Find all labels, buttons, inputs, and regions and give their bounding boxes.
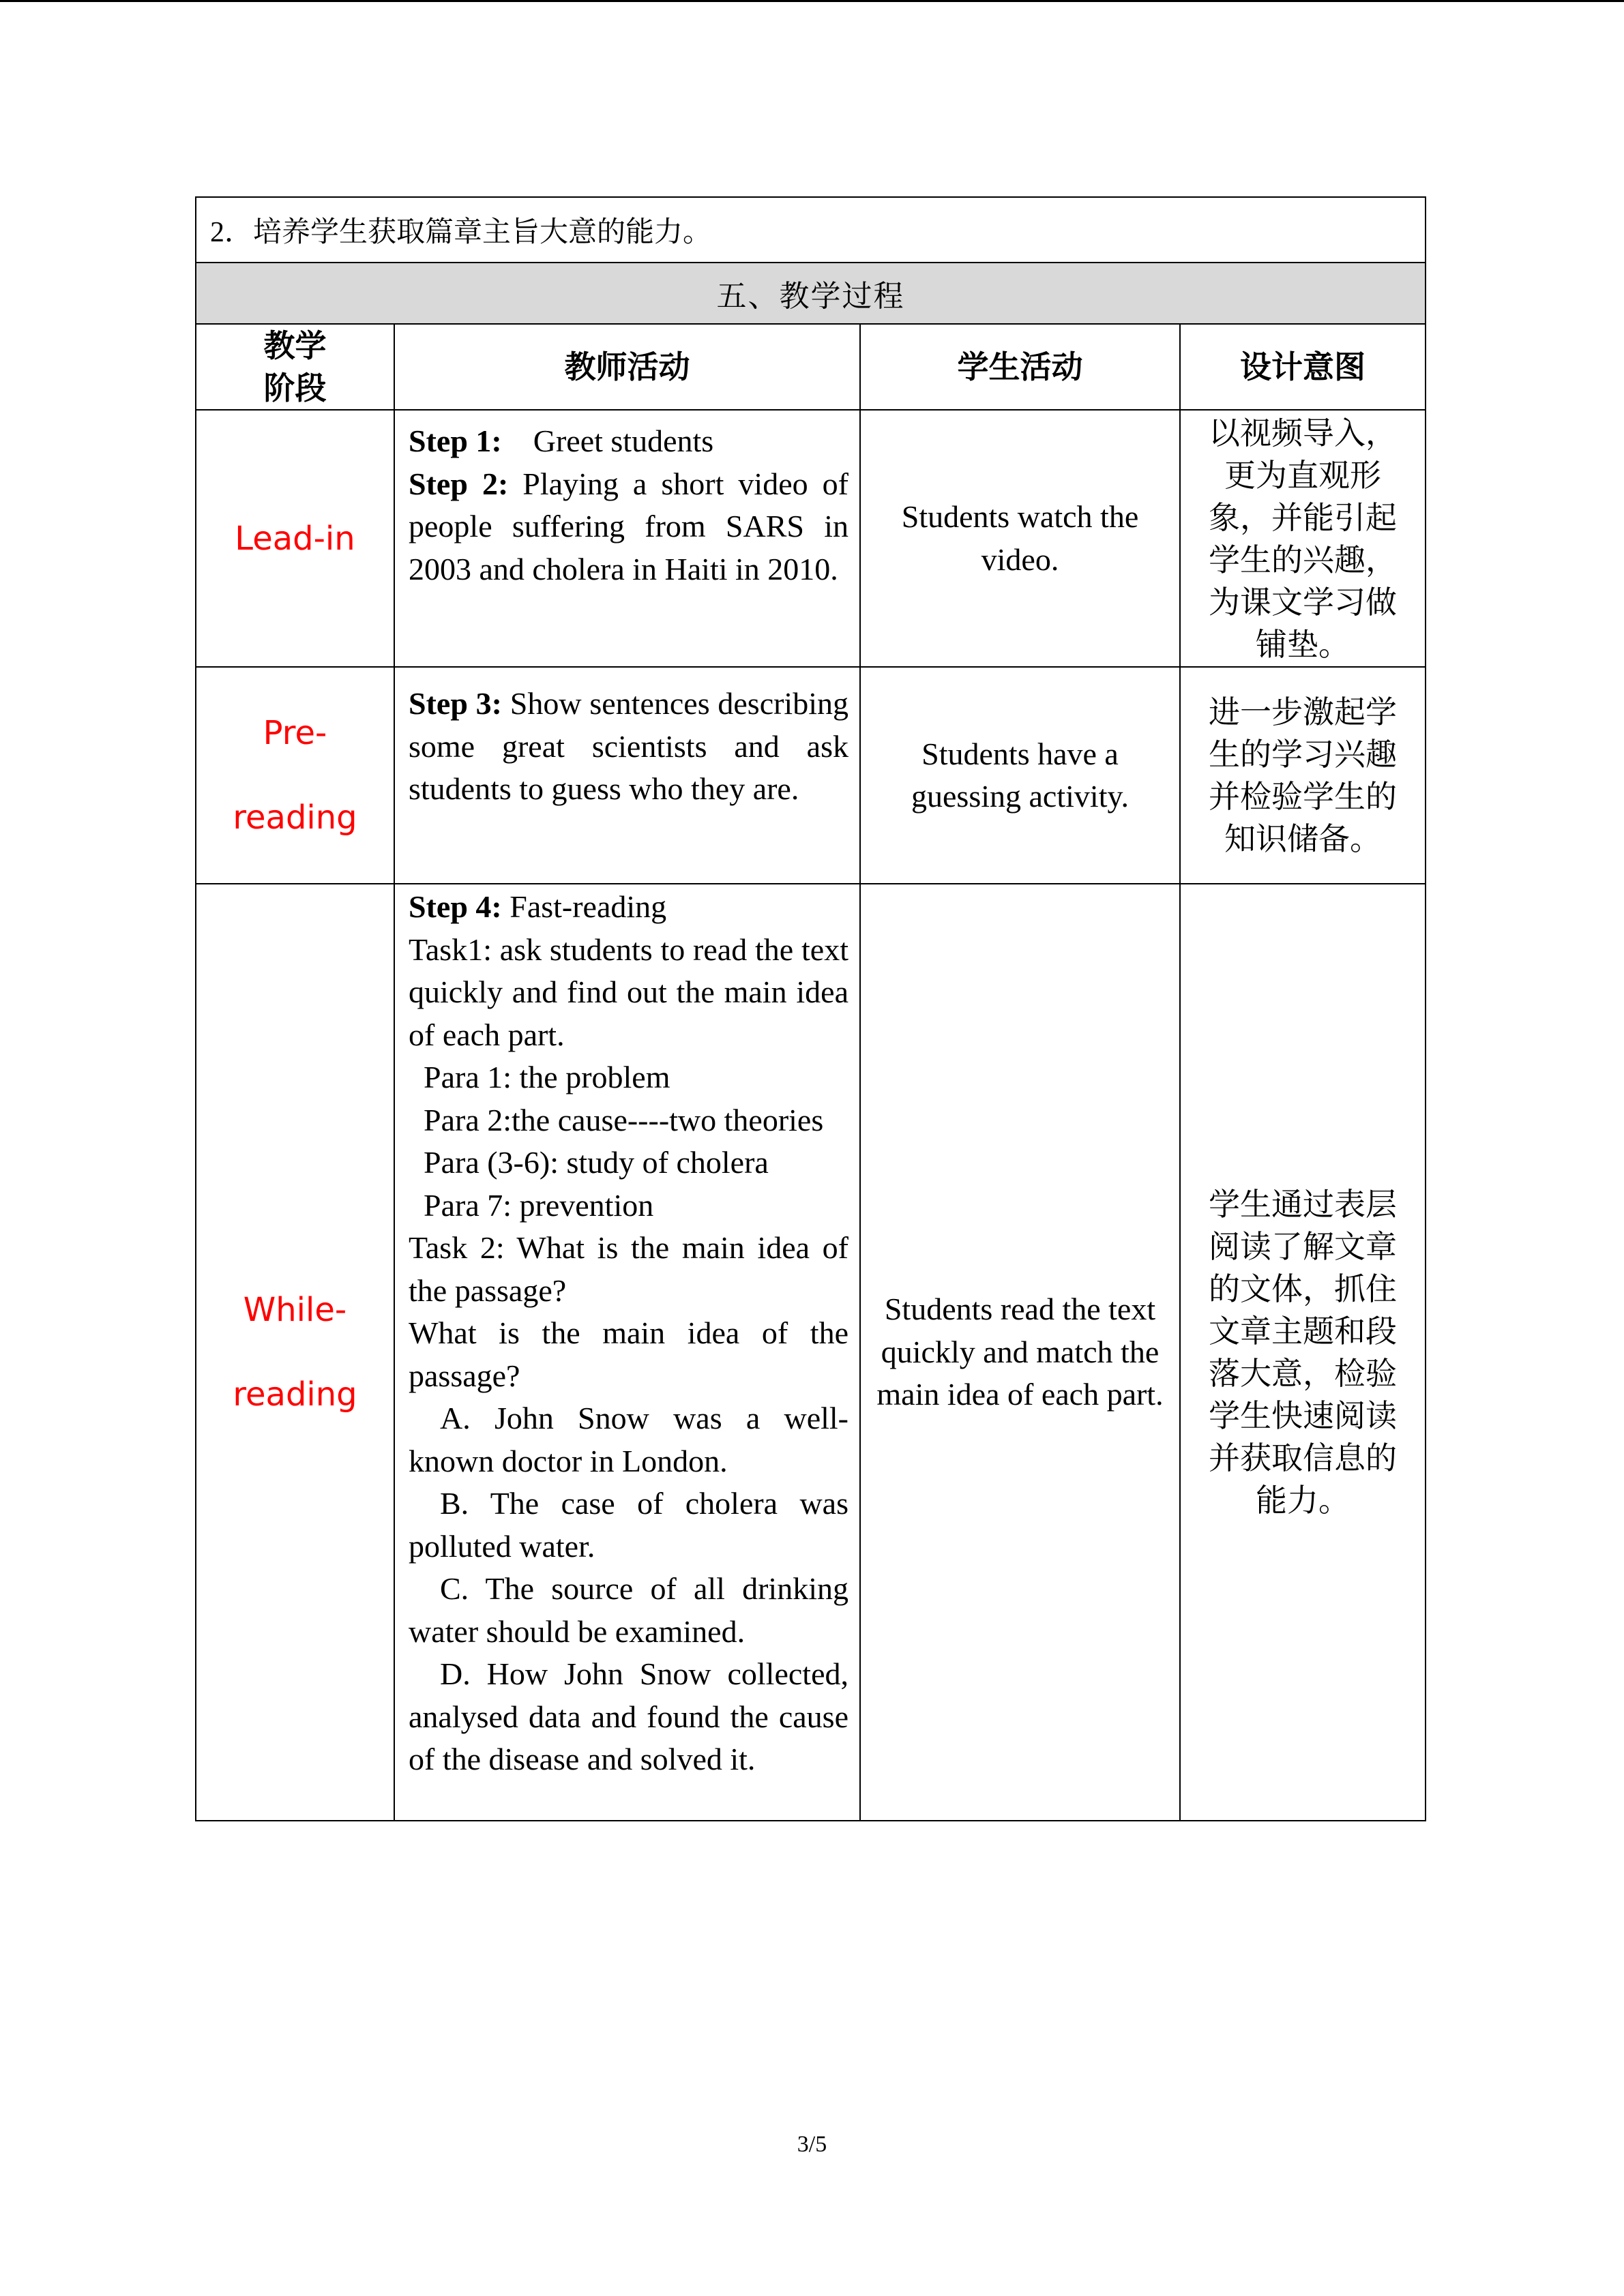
step-label: Step 3: xyxy=(409,686,502,721)
design-intent-cell: 进一步激起学生的学习兴趣并检验学生的知识储备。 xyxy=(1180,667,1426,884)
student-activity-cell: Students read the text quickly and match the main idea of each part. xyxy=(860,884,1180,1821)
teaching-process-table xyxy=(195,196,1426,1821)
step-label: Step 4: xyxy=(409,889,502,924)
task-1: Task1: ask students to read the text quickly and find out the main idea of each part. xyxy=(409,931,848,1052)
stage-cell xyxy=(196,410,394,667)
step-text: Show sentences describing some great scientists and ask students to guess who they are. xyxy=(409,686,848,806)
option-item: C. The source of all drinking water should be examined. xyxy=(409,1571,848,1649)
student-activity-cell: Students watch the video. xyxy=(860,410,1180,667)
step-label: Step 2: xyxy=(409,466,509,501)
teacher-activity-cell xyxy=(394,667,860,884)
stage-label-line1: Pre- xyxy=(263,714,327,752)
stage-cell xyxy=(196,667,394,884)
header-stage-line2: 阶段 xyxy=(263,370,327,406)
design-intent-cell: 以视频导入，更为直观形象，并能引起学生的兴趣，为课文学习做铺垫。 xyxy=(1180,410,1426,667)
option-item: A. John Snow was a well-known doctor in London. xyxy=(409,1401,848,1478)
teacher-activity-cell xyxy=(394,884,860,1821)
stage-label-line1: While- xyxy=(243,1291,347,1329)
intro-line: 2．培养学生获取篇章主旨大意的能力。 xyxy=(196,197,1426,263)
para-item: Para 2:the cause----two theories xyxy=(424,1102,824,1137)
teacher-step xyxy=(409,420,848,463)
section-title-row xyxy=(196,263,1426,324)
header-student: 学生活动 xyxy=(860,324,1180,410)
table-row xyxy=(196,410,1426,667)
task-2: Task 2: What is the main idea of the passage? xyxy=(409,1230,848,1308)
top-border-line xyxy=(0,0,1624,2)
table-row xyxy=(196,667,1426,884)
teacher-step xyxy=(409,463,848,591)
teacher-step xyxy=(409,886,848,929)
para-item: Para 1: the problem xyxy=(424,1060,670,1094)
step-text: Playing a short video of people suffering from SARS in 2003 and cholera in Haiti in 2010. xyxy=(409,466,848,586)
header-stage xyxy=(196,324,394,410)
intro-row xyxy=(196,197,1426,263)
design-intent-cell: 学生通过表层阅读了解文章的文体，抓住文章主题和段落大意，检验学生快速阅读并获取信息的能力。 xyxy=(1180,884,1426,1821)
option-item: D. How John Snow collected, analysed data and found the cause of the disease and solved it. xyxy=(409,1656,848,1776)
stage-label-line2: reading xyxy=(233,1375,357,1414)
stage-label: Lead-in xyxy=(235,519,355,558)
question: What is the main idea of the passage? xyxy=(409,1315,848,1393)
teacher-activity-cell xyxy=(394,410,860,667)
header-row xyxy=(196,324,1426,410)
page-number: 3/5 xyxy=(797,2132,827,2157)
step-label: Step 1: xyxy=(409,423,502,458)
header-teacher: 教师活动 xyxy=(394,324,860,410)
step-text: Greet students xyxy=(501,423,714,458)
section-title: 五、教学过程 xyxy=(196,263,1426,324)
teacher-step xyxy=(409,683,848,811)
para-item: Para (3-6): study of cholera xyxy=(424,1145,769,1180)
table-row xyxy=(196,884,1426,1821)
student-activity-cell: Students have a guessing activity. xyxy=(860,667,1180,884)
header-design: 设计意图 xyxy=(1180,324,1426,410)
stage-cell xyxy=(196,884,394,1821)
stage-label-line2: reading xyxy=(233,799,357,837)
step-text: Fast-reading xyxy=(501,889,667,924)
header-stage-line1: 教学 xyxy=(263,327,327,364)
para-item: Para 7: prevention xyxy=(424,1187,654,1223)
option-item: B. The case of cholera was polluted water. xyxy=(409,1486,848,1564)
